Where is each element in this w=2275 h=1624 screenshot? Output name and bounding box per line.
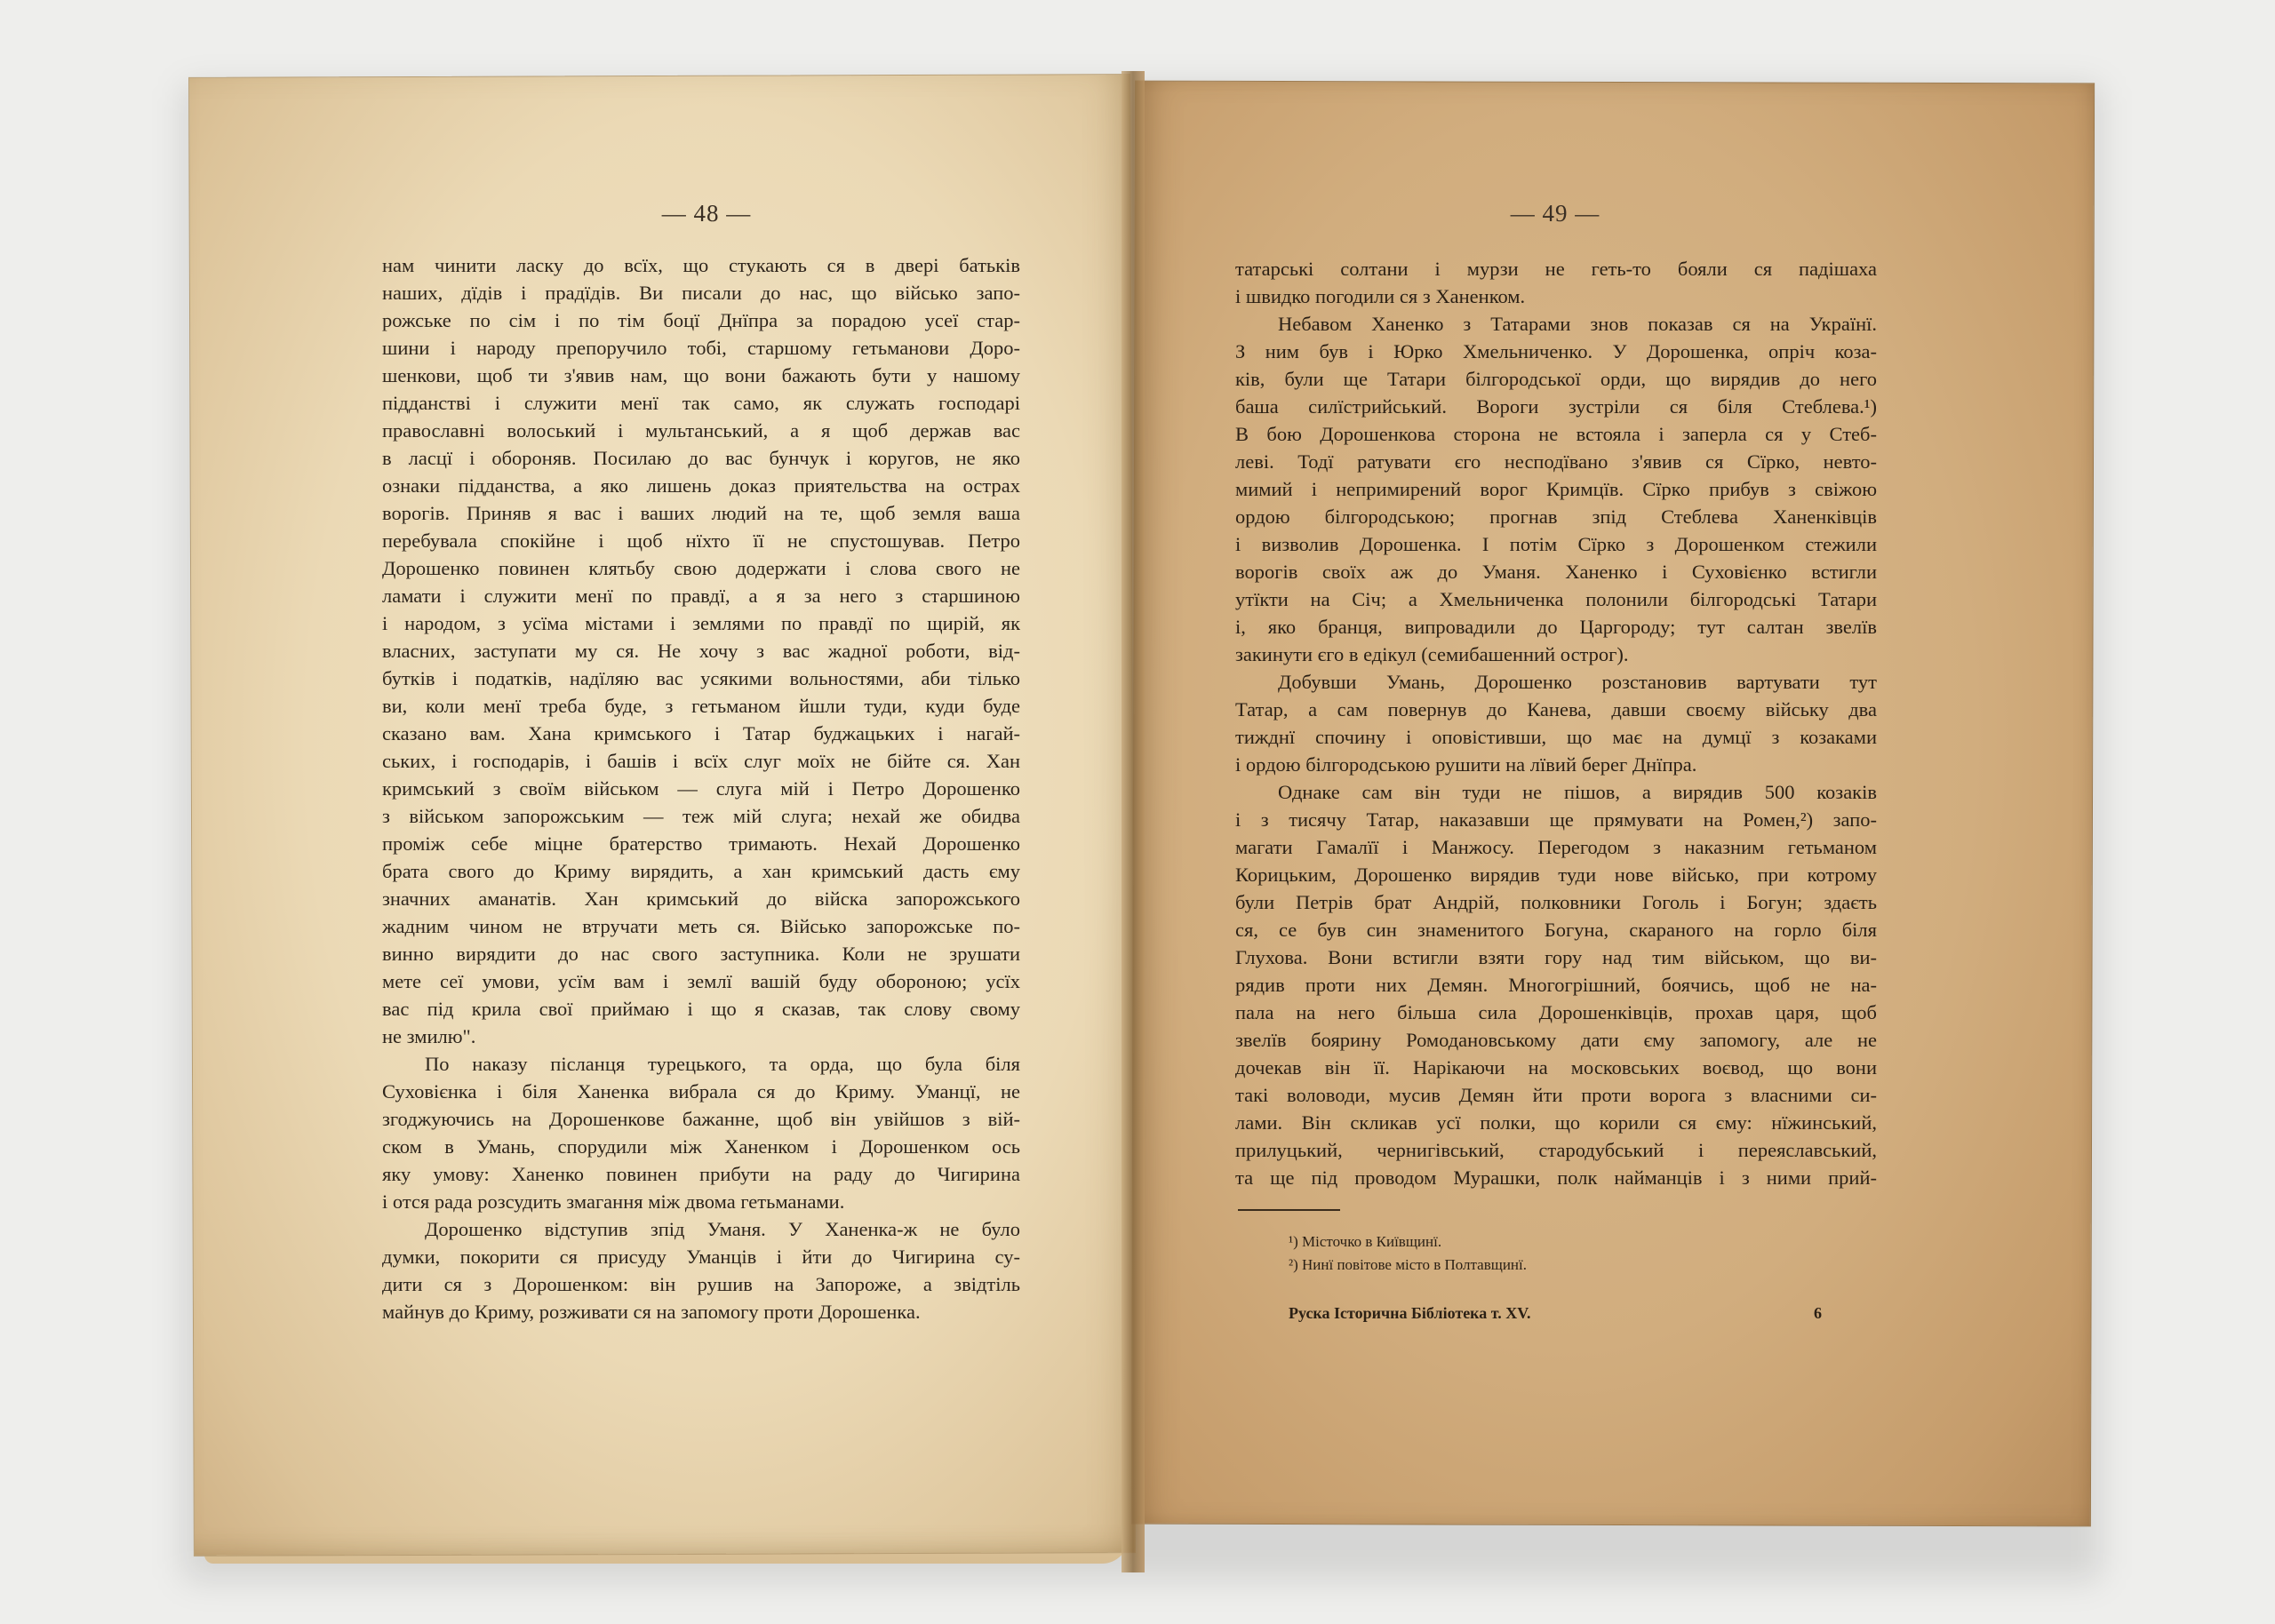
left-page-line: ламати і служити менї по правдї, а я за него з старшиною [382,585,1020,607]
footer-signature-mark: 6 [1814,1304,1822,1322]
right-page-line: закинути єго в едікул (семибашенний острог). [1235,643,1629,665]
left-page-line: власних, заступати му ся. Не хочу з вас жадної роботи, від- [382,640,1020,662]
left-page-line: бутків і податків, надїляю вас усякими вольностями, аби тілько [382,667,1020,689]
left-page-line: згоджуючись на Дорошенкове бажанне, щоб він увійшов з вій- [382,1108,1020,1130]
right-page-line: Корицьким, Дорошенко вирядив туди нове військо, при котрому [1235,864,1877,886]
left-page-line: в ласцї і обороняв. Посилаю до вас бунчук і коругов, не яко [382,447,1020,469]
left-page-line: з військом запорожським — теж мій слуга; нехай же обидва [382,805,1020,827]
left-page-line: не змилю". [382,1025,476,1047]
left-page-line: ських, і господарів, і башів і всїх слуг моїх не бійте ся. Хан [382,750,1020,772]
right-page-line: ків, були ще Татари білгородської орди, що вирядив до него [1235,368,1877,390]
right-page-line: Небавом Ханенко з Татарами знов показав ся на Українї. [1278,313,1877,335]
right-page-line: та ще під проводом Мурашки, полк найманців і з ними прий- [1235,1166,1877,1189]
right-page-line: були Петрів брат Андрій, полковники Гоголь і Богун; здаєть [1235,891,1877,913]
right-page-number: — 49 — [1510,200,1600,227]
right-page-line: тижднї спочину і оповістивши, що має на думцї з козаками [1235,726,1877,748]
right-page-line: Татар, а сам повернув до Канева, давши своєму війську два [1235,698,1877,720]
right-page-line: і з тисячу Татар, наказавши ще прямувати на Ромен,²) запо- [1235,808,1877,831]
right-page-line: В бою Дорошенкова сторона не встояла і заперла ся у Стеб- [1235,423,1877,445]
left-page-line: Дорошенко відступив зпід Уманя. У Ханенка-ж не було [425,1218,1020,1240]
right-page-line: дочекав він її. Нарікаючи на московських воєвод, що вони [1235,1056,1877,1079]
left-page-line: яку умову: Ханенко повинен прибути на раду до Чигирина [382,1163,1020,1185]
left-page-line: По наказу післанця турецького, та орда, що була біля [425,1053,1020,1075]
left-page-line: кримський з своїм військом — слуга мій і Петро Дорошенко [382,777,1020,800]
left-page-line: православні волоський і мультанський, а я щоб держав вас [382,419,1020,442]
right-page-line: звелїв боярину Ромодановському дати єму запомогу, але не [1235,1029,1877,1051]
left-page-line: винно вирядити до нас свого заступника. Коли не зрушати [382,943,1020,965]
right-page-line: ордою білгородською; прогнав зпід Стеблева Ханенківців [1235,506,1877,528]
right-page-line: мимий і непримирений ворог Кримцїв. Сїрко прибув з свіжою [1235,478,1877,500]
left-page-line: думки, покорити ся присуду Уманців і йти до Чигирина су- [382,1246,1020,1268]
right-page-line: рядив проти них Демян. Многогрішний, боячись, щоб не на- [1235,974,1877,996]
left-page-line: наших, дїдів і прадїдів. Ви писали до нас, що військо запо- [382,282,1020,304]
left-page-line: ском в Умань, спорудили між Ханенком і Дорошенком ось [382,1135,1020,1158]
right-page-line: Глухова. Вони встигли взяти гору над тим військом, що ви- [1235,946,1877,968]
footnote: ²) Нинї повітове місто в Полтавщинї. [1289,1256,1527,1273]
right-page-line: ся, се був син знаменитого Богуна, скараного на горло біля [1235,919,1877,941]
left-page-line: і отся рада розсудить змагання між двома гетьманами. [382,1190,845,1213]
left-page-number: — 48 — [661,200,752,227]
left-page-line: підданстві і служити менї так само, як служать господарі [382,392,1020,414]
right-page-line: татарські солтани і мурзи не геть-то бояли ся падішаха [1235,258,1877,280]
left-page-line: сказано вам. Хана кримського і Татар буджацьких і нагай- [382,722,1020,744]
right-page-line: леві. Тодї ратувати єго несподївано з'явив ся Сїрко, невто- [1235,450,1877,473]
left-page-line: ознаки підданства, а яко лишень доказ приятельства на острах [382,474,1020,497]
left-page-line: Дорошенко повинен клятьбу свою додержати і слова свого не [382,557,1020,579]
left-page-line: перебувала спокійне і щоб нїхто її не спустошував. Петро [382,529,1020,552]
right-page-line: Добувши Умань, Дорошенко розстановив вартувати тут [1278,671,1877,693]
right-page-line: прилуцький, чернигівський, стародубський і переяславський, [1235,1139,1877,1161]
right-page-line: баша силїстрийський. Вороги зустріли ся біля Стеблева.¹) [1235,395,1877,418]
right-page-line: лами. Він скликав усї полки, що корили ся єму: нїжинський, [1235,1111,1877,1134]
left-page-line: шенкови, щоб ти з'явив нам, що вони бажають бути у нашому [382,364,1020,386]
right-page-text [1235,255,1877,1191]
footer-series-title: Руска Історична Бібліотека т. XV. [1289,1304,1531,1322]
book-spine [1122,71,1145,1572]
left-page-line: ви, коли менї треба буде, з гетьманом йшли туди, куди буде [382,695,1020,717]
footnote-rule [1238,1209,1340,1211]
left-page-line: рожське по сім і по тім боцї Днїпра за порадою усеї стар- [382,309,1020,331]
footnote: ¹) Місточко в Київщинї. [1289,1233,1442,1250]
left-page-line: брата свого до Криму вирядить, а хан кримський дасть єму [382,860,1020,882]
left-page-line: мете сеї умови, усїм вам і землї вашій буду обороною; усїх [382,970,1020,992]
left-page-line: ворогів. Приняв я вас і ваших людий на те, щоб земля ваша [382,502,1020,524]
left-page-line: жадним чином не втручати меть ся. Військо запорожське по- [382,915,1020,937]
left-page-line: і народом, з усїма містами і землями по правдї по щирій, як [382,612,1020,634]
right-page-line: Однаке сам він туди не пішов, а вирядив 500 козаків [1278,781,1877,803]
right-page-line: магати Гамалїї і Манжосу. Перегодом з наказним гетьманом [1235,836,1877,858]
right-page-line: ворогів своїх аж до Уманя. Ханенко і Суховієнко встигли [1235,561,1877,583]
right-page-line: такі воловоди, мусив Демян йти проти ворога з власними си- [1235,1084,1877,1106]
right-page-line: пала на него більша сила Дорошенківців, прохав царя, щоб [1235,1001,1877,1023]
left-page-line: шини і народу препоручило тобі, старшому гетьманови Доро- [382,337,1020,359]
left-page-text [382,251,1020,1325]
right-page-line: і ордою білгородською рушити на лївий берег Днїпра. [1235,753,1697,776]
left-page-line: значних аманатів. Хан кримський до війска запорожського [382,888,1020,910]
left-page-line: проміж себе міцне братерство тримають. Нехай Дорошенко [382,832,1020,855]
right-page-line: З ним був і Юрко Хмельниченко. У Дорошенка, опріч коза- [1235,340,1877,362]
left-page-line: дити ся з Дорошенком: він рушив на Запороже, а звідтіль [382,1273,1020,1295]
left-page-line: вас під крила свої приймаю і що я сказав, так слову свому [382,998,1020,1020]
right-page-line: утїкти на Січ; а Хмельниченка полонили білгородські Татари [1235,588,1877,610]
left-page-line: нам чинити ласку до всїх, що стукають ся в двері батьків [382,254,1020,276]
footnotes [1289,1230,1527,1277]
right-page-line: і швидко погодили ся з Ханенком. [1235,285,1526,307]
right-page-line: і визволив Дорошенка. І потім Сїрко з Дорошенком стежили [1235,533,1877,555]
left-page-line: Суховієнка і біля Ханенка вибрала ся до Криму. Уманцї, не [382,1080,1020,1103]
left-page-line: майнув до Криму, розживати ся на запомогу проти Дорошенка. [382,1301,921,1323]
right-page-line: і, яко бранця, випровадили до Царгороду; тут салтан звелїв [1235,616,1877,638]
